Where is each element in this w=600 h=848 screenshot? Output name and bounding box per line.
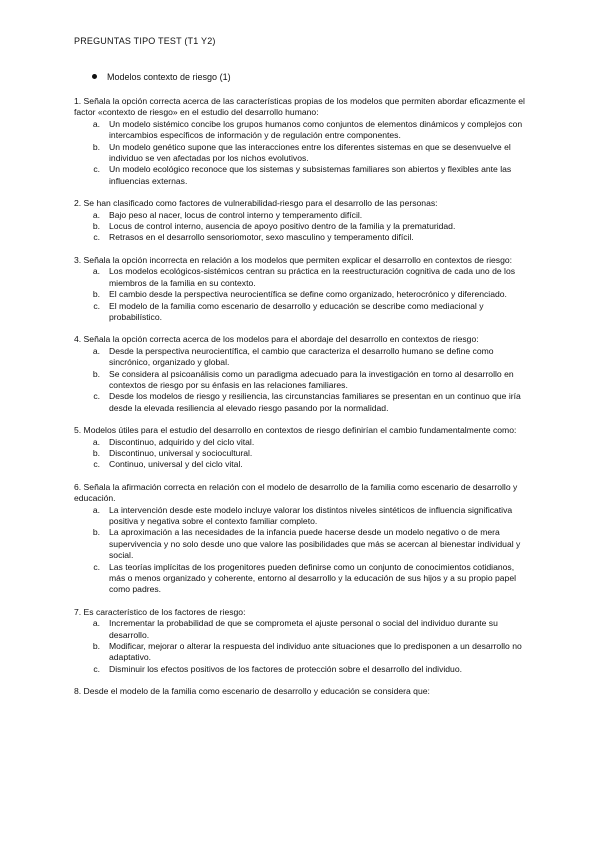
question-list: [74, 96, 530, 709]
option-item: [74, 232, 530, 243]
question-2: [74, 198, 530, 244]
option-text: Un modelo sistémico concibe los grupos humanos como conjuntos de elementos dinámicos y complejos con intercambios específicos de información y de regulación entre componentes.: [109, 118, 523, 141]
question-text: 5. Modelos útiles para el estudio del desarrollo en contextos de riesgo definirían el cambio fundamentalmente como:: [74, 425, 517, 436]
option-letter: c.: [93, 232, 100, 243]
option-text: Desde la perspectiva neurocientífica, el cambio que caracteriza el desarrollo humano se define como sincrónico, organizado y global.: [109, 345, 494, 368]
question-5: [74, 425, 530, 471]
question-text: 8. Desde el modelo de la familia como escenario de desarrollo y educación se considera que:: [74, 686, 430, 697]
option-text: Un modelo genético supone que las interacciones entre los diferentes sistemas en que se desenvuelve el individuo se ven afectadas por los nichos evolutivos.: [109, 141, 511, 164]
option-text: Continuo, universal y del ciclo vital.: [109, 459, 243, 470]
option-text: Locus de control interno, ausencia de apoyo positivo dentro de la familia y la prematuridad.: [109, 221, 456, 232]
option-list: [74, 618, 530, 675]
document-title: PREGUNTAS TIPO TEST (T1 Y2): [74, 36, 216, 46]
option-item: [74, 119, 530, 142]
option-text: Un modelo ecológico reconoce que los sistemas y subsistemas familiares son abiertos y flexibles ante las influencias externas.: [109, 164, 512, 186]
section-bullet-text: Modelos contexto de riesgo (1): [107, 72, 231, 82]
option-item: [74, 562, 530, 596]
option-letter: b.: [92, 368, 100, 379]
option-list: [74, 346, 530, 414]
option-letter: b.: [92, 221, 100, 232]
option-text: El modelo de la familia como escenario de desarrollo y educación se describe como mediacional y probabilístico.: [109, 300, 484, 322]
option-text: Modificar, mejorar o alterar la respuesta del individuo ante situaciones que lo predisponen a un desarrollo no adaptativo.: [109, 641, 522, 663]
option-item: [74, 164, 530, 187]
option-item: [74, 391, 530, 414]
option-letter: a.: [92, 345, 100, 356]
question-7: [74, 607, 530, 675]
question-text: 4. Señala la opción correcta acerca de los modelos para el abordaje del desarrollo en contextos de riesgo:: [74, 334, 479, 345]
option-text: El cambio desde la perspectiva neurocientífica se define como organizado, heterocrónico y diferenciado.: [109, 289, 507, 300]
option-text: Disminuir los efectos positivos de los factores de protección sobre el desarrollo del individuo.: [109, 663, 462, 674]
question-3: [74, 255, 530, 323]
option-item: [74, 142, 530, 165]
option-text: Se considera al psicoanálisis como un paradigma adecuado para la investigación en torno al desarrollo en contextos de riesgo por su énfasis en las relaciones familiares.: [109, 368, 514, 390]
option-letter: c.: [93, 663, 100, 674]
option-item: [74, 527, 530, 561]
bullet-dot-icon: [92, 74, 97, 79]
question-text: 1. Señala la opción correcta acerca de las características propias de los modelos que permiten abordar eficazmente el factor «contexto de riesgo» en el estudio del desarrollo humano:: [74, 96, 525, 118]
option-item: [74, 210, 530, 221]
option-letter: a.: [92, 118, 100, 129]
option-list: [74, 210, 530, 244]
option-letter: b.: [92, 141, 100, 152]
option-letter: a.: [92, 266, 100, 277]
option-letter: a.: [92, 436, 100, 447]
option-item: [74, 221, 530, 232]
option-letter: b.: [92, 447, 100, 458]
option-text: La aproximación a las necesidades de la infancia puede hacerse desde un modelo negativo o de mera supervivencia y no solo desde uno que valore las posibilidades que más se acercan al bienestar individual y social.: [109, 527, 521, 561]
option-letter: a.: [92, 618, 100, 629]
option-text: Discontinuo, universal y sociocultural.: [109, 447, 253, 458]
option-item: [74, 505, 530, 528]
option-letter: c.: [93, 459, 100, 470]
option-letter: a.: [92, 504, 100, 515]
question-text: 7. Es característico de los factores de riesgo:: [74, 606, 246, 617]
option-text: Las teorías implícitas de los progenitores pueden definirse como un conjunto de conocimientos cotidianos, más o menos organizado y coherente, entorno al desarrollo y la educación de sus hijos y a su propio papel como padres.: [109, 561, 517, 595]
option-item: [74, 346, 530, 369]
question-text: 6. Señala la afirmación correcta en relación con el modelo de desarrollo de la familia como escenario de desarrollo y educación.: [74, 481, 518, 504]
option-list: [74, 119, 530, 187]
question-8: [74, 686, 530, 697]
question-4: [74, 334, 530, 414]
option-item: [74, 301, 530, 324]
option-text: Retrasos en el desarrollo sensoriomotor, sexo masculino y temperamento difícil.: [109, 232, 414, 243]
option-letter: c.: [93, 164, 100, 175]
option-text: La intervención desde este modelo incluye valorar los distintos niveles sintéticos de influencia significativa positiva y negativa sobre el contexto familiar completo.: [109, 504, 513, 526]
option-letter: c.: [93, 391, 100, 402]
option-list: [74, 505, 530, 596]
question-6: [74, 482, 530, 596]
section-bullet: [92, 72, 231, 83]
question-text: 2. Se han clasificado como factores de vulnerabilidad-riesgo para el desarrollo de las personas:: [74, 198, 438, 209]
option-letter: b.: [92, 527, 100, 538]
option-list: [74, 266, 530, 323]
question-1: [74, 96, 530, 187]
option-text: Bajo peso al nacer, locus de control interno y temperamento difícil.: [109, 209, 363, 220]
option-item: [74, 448, 530, 459]
option-item: [74, 618, 530, 641]
option-letter: c.: [93, 300, 100, 311]
option-text: Incrementar la probabilidad de que se comprometa el ajuste personal o social del individuo durante su desarrollo.: [109, 618, 498, 640]
option-item: [74, 266, 530, 289]
option-item: [74, 289, 530, 300]
option-letter: c.: [93, 561, 100, 572]
option-letter: b.: [92, 289, 100, 300]
option-letter: a.: [92, 209, 100, 220]
option-item: [74, 369, 530, 392]
option-item: [74, 641, 530, 664]
option-text: Desde los modelos de riesgo y resiliencia, las circunstancias familiares se presentan en un continuo que iría desde la elevada resiliencia al elevado riesgo pasando por la normalidad.: [109, 391, 521, 413]
question-text: 3. Señala la opción incorrecta en relación a los modelos que permiten explicar el desarrollo en contextos de riesgo:: [74, 254, 513, 265]
option-letter: b.: [92, 641, 100, 652]
option-item: [74, 459, 530, 470]
option-item: [74, 437, 530, 448]
option-text: Los modelos ecológicos-sistémicos centran su práctica en la reestructuración cognitiva de cada uno de los miembros de la familia en su contexto.: [109, 266, 516, 288]
option-text: Discontinuo, adquirido y del ciclo vital.: [109, 436, 255, 447]
option-item: [74, 664, 530, 675]
option-list: [74, 437, 530, 471]
